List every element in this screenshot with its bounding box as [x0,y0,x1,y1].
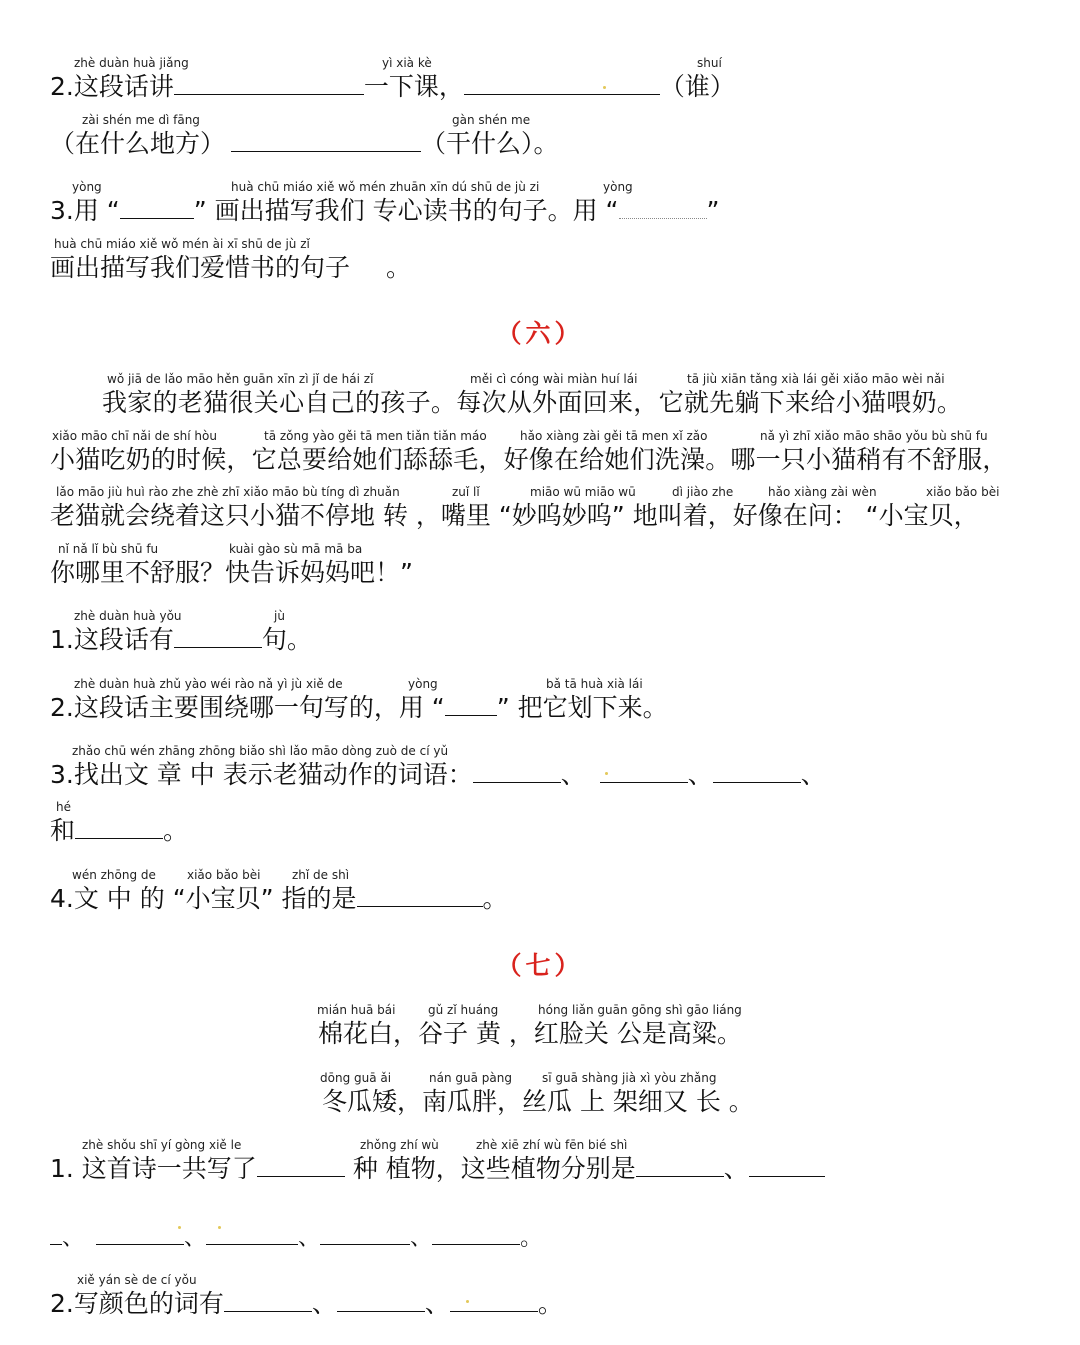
passage-line: 老猫就会绕着这只小猫不停地 转 ，嘴里 “妙呜妙呜” 地叫着，好像在问： “小宝贝， [50,501,979,530]
pinyin: xiě yán sè de cí yǒu [77,1273,197,1287]
passage-line: 小猫吃奶的时候，它总要给她们舔舔毛，好像在给她们洗澡。哪一只小猫稍有不舒服， [50,445,1008,474]
passage-line: 你哪里不舒服？快告诉妈妈吧！” [50,558,413,587]
answer-blank[interactable] [713,760,801,783]
separator: 、 [311,1289,337,1318]
pinyin: xiǎo māo chī nǎi de shí hòu [52,429,217,443]
answer-blank[interactable] [50,1222,62,1245]
pinyin: hǎo xiàng zài wèn [768,485,877,499]
question-text: ” 把它划下来。 [496,693,668,722]
speck [178,1226,181,1229]
question-text: 一下课， [363,72,464,101]
pinyin: měi cì cóng wài miàn huí lái [470,372,638,386]
pinyin: sī guā shàng jià xì yòu zhǎng [542,1071,717,1085]
poem-line: 冬瓜矮，南瓜胖，丝瓜 上 架细又 长 。 [322,1087,754,1116]
pinyin: tā jiù xiān tǎng xià lái gěi xiǎo māo wèi nǎi [687,372,945,386]
question-text: （谁） [659,72,735,101]
question-text: ” [706,196,720,225]
answer-blank[interactable] [450,1289,538,1312]
question-text: 1. 这首诗一共写了 [50,1154,257,1183]
question-text: 2.写颜色的词有 [50,1289,224,1318]
question-text: 3.找出文 章 中 表示老猫动作的词语： [50,760,473,789]
separator: 、 [410,1226,433,1251]
speck [603,86,606,89]
answer-blank[interactable] [231,129,421,152]
pinyin: hǎo xiàng zài gěi tā men xǐ zǎo [520,429,708,443]
pinyin: zhǒng zhí wù [360,1138,439,1152]
pinyin: huà chū miáo xiě wǒ mén zhuān xīn dú shū de jù zi [231,180,540,194]
question-text: 3.用 “ [50,196,120,225]
pinyin: nǐ nǎ lǐ bù shū fu [58,542,159,556]
question-text: （在什么地方） [50,129,226,158]
pinyin: zài shén me dì fāng [82,113,200,127]
question-text: 。 [482,884,508,913]
pinyin: xiǎo bǎo bèi [926,485,1000,499]
answer-blank[interactable] [174,72,364,95]
question-text: 画出描写我们爱惜书的句子 [50,253,351,282]
pinyin: jù [274,609,285,623]
pinyin: yòng [408,677,438,691]
answer-blank[interactable] [224,1289,312,1312]
pinyin: tā zǒng yào gěi tā men tiǎn tiǎn máo [264,429,487,443]
answer-blank[interactable] [600,760,688,783]
answer-blank[interactable] [749,1154,825,1177]
separator: 、 [723,1154,749,1183]
pinyin: gǔ zǐ huáng [428,1003,499,1017]
pinyin: dì jiào zhe [672,485,734,499]
pinyin: gàn shén me [452,113,531,127]
pinyin: mián huā bái [317,1003,396,1017]
answer-blank[interactable] [337,1289,425,1312]
section-title: （六） [496,319,584,348]
pinyin: dōng guā ǎi [320,1071,392,1085]
answer-blank[interactable] [174,625,262,648]
question-text: （干什么）。 [421,129,559,158]
question-text: 1.这段话有 [50,625,174,654]
pinyin: wǒ jiā de lǎo māo hěn guān xīn zì jǐ de hái zǐ [107,372,374,386]
speck [466,1300,469,1303]
separator: 。 [520,1226,543,1251]
pinyin: hóng liǎn guān gōng shì gāo liáng [538,1003,742,1017]
answer-blank[interactable] [473,760,561,783]
passage-line: 我家的老猫很关心自己的孩子。每次从外面回来，它就先躺下来给小猫喂奶。 [102,388,963,417]
answer-blank[interactable] [636,1154,724,1177]
question-text: 2.这段话主要围绕哪一句写的，用 “ [50,693,445,722]
separator: 、 [687,760,713,789]
pinyin: huà chū miáo xiě wǒ mén ài xī shū de jù zǐ [54,237,310,251]
separator: 、 [800,760,826,789]
separator: 、 [560,760,586,789]
pinyin: zhè duàn huà yǒu [74,609,182,623]
pinyin: nán guā pàng [429,1071,512,1085]
separator: 、 [184,1226,207,1251]
pinyin: wén zhōng de [72,868,156,882]
section-title: （七） [496,951,584,980]
question-text: 句。 [261,625,312,654]
pinyin: kuài gào sù mā mā ba [229,542,363,556]
speck [605,772,608,775]
answer-blank[interactable] [120,196,194,219]
dotted-answer-blank[interactable] [619,198,707,219]
poem-line: 棉花白，谷子 黄 ，红脸关 公是高粱。 [318,1019,742,1048]
question-text: 。 [163,816,189,845]
pinyin: lǎo māo jiù huì rào zhe zhè zhī xiǎo māo bù tíng dì zhuǎn [56,485,400,499]
question-text: 4.文 中 的 “小宝贝” 指的是 [50,884,357,913]
answer-blank[interactable] [320,1222,410,1245]
answer-blank[interactable] [445,693,497,716]
answer-blank[interactable] [357,884,483,907]
pinyin: yì xià kè [382,56,432,70]
pinyin: miāo wū miāo wū [530,485,636,499]
separator: 。 [537,1289,563,1318]
separator: 、 [62,1226,85,1251]
question-text: 。 [386,253,412,282]
pinyin: zhè duàn huà jiǎng [74,56,189,70]
question-text: 和 [50,816,76,845]
pinyin: zhè shǒu shī yí gòng xiě le [82,1138,242,1152]
speck [218,1226,221,1229]
pinyin: xiǎo bǎo bèi [187,868,261,882]
question-text: 种 植物，这些植物分别是 [352,1154,636,1183]
pinyin: shuí [697,56,722,70]
answer-blank[interactable] [96,1222,184,1245]
pinyin: hé [56,800,71,814]
pinyin: zhè duàn huà zhǔ yào wéi rào nǎ yì jù xiě de [74,677,343,691]
answer-blank[interactable] [432,1222,520,1245]
separator: 、 [424,1289,450,1318]
pinyin: yòng [72,180,102,194]
question-text: 2.这段话讲 [50,72,174,101]
pinyin: yòng [603,180,633,194]
pinyin: nǎ yì zhī xiǎo māo shāo yǒu bù shū fu [760,429,988,443]
pinyin: zuǐ lǐ [452,485,480,499]
separator: 、 [298,1226,321,1251]
pinyin: bǎ tā huà xià lái [546,677,643,691]
pinyin: zhǐ de shì [292,868,350,882]
answer-blank[interactable] [75,816,163,839]
pinyin: zhǎo chū wén zhāng zhōng biǎo shì lǎo māo dòng zuò de cí yǔ [72,744,449,758]
question-text: ” 画出描写我们 专心读书的句子。用 “ [193,196,619,225]
pinyin: zhè xiē zhí wù fēn bié shì [476,1138,628,1152]
answer-blank[interactable] [257,1154,345,1177]
answer-blank[interactable] [464,72,660,95]
